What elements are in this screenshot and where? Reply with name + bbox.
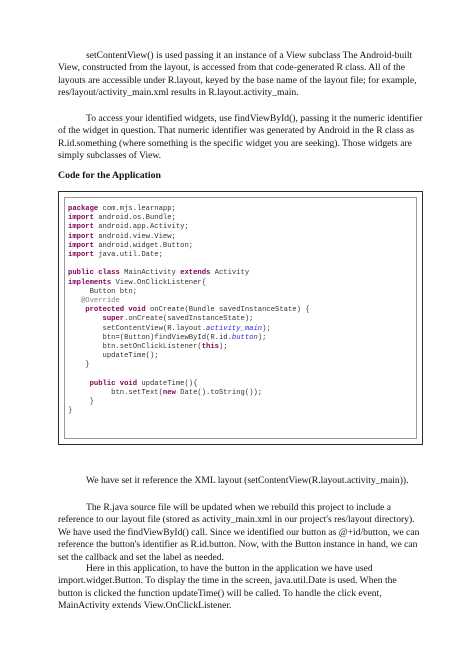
code-text: setContentView(R.layout. <box>102 324 207 333</box>
code-keyword: public void <box>89 379 138 388</box>
code-text: Button btn; <box>68 287 138 296</box>
code-keyword: super <box>102 315 125 324</box>
code-text: android.app.Activity; <box>93 223 189 232</box>
code-keyword: import <box>68 241 94 250</box>
code-keyword: import <box>68 232 94 241</box>
code-keyword: new <box>162 389 176 398</box>
code-text: ); <box>219 343 228 352</box>
code-keyword: import <box>68 223 94 232</box>
code-text: com.mjs.learnapp; <box>98 205 176 213</box>
code-listing <box>68 205 310 417</box>
code-text: View.OnClickListener{ <box>111 278 207 287</box>
code-text: btn.setText( <box>111 389 163 398</box>
code-text: android.os.Bundle; <box>93 214 176 223</box>
section-heading: Code for the Application <box>58 170 161 181</box>
code-text: btn.setOnClickListener( <box>102 343 202 352</box>
code-text: MainActivity <box>119 269 181 278</box>
code-text: updateTime(){ <box>137 379 198 388</box>
code-text: ); <box>257 333 267 342</box>
paragraph-rjava: The R.java source file will be updated when we rebuild this project to include a reference to our layout file (stored as activity_main.xml in our project's res/layout directory). We have used the findViewById() call. Since we identified our button as @+id/button, we can reference the button's identifier as R.id.button. Now, with the Button instance in hand, we can set the callback and set the label as needed. <box>58 502 420 563</box>
code-keyword: this <box>201 343 219 352</box>
code-text: updateTime(); <box>102 352 159 361</box>
code-keyword: public class <box>68 269 120 278</box>
code-keyword: package <box>68 205 99 213</box>
code-text: .onCreate(savedInstanceState); <box>124 315 254 324</box>
code-annotation: @Override <box>80 297 120 306</box>
code-text: ); <box>262 324 271 333</box>
code-keyword: import <box>68 251 94 260</box>
paragraph-button-import: Here in this application, to have the button in the application we have used import.widget.Button. To display the time in the screen, java.util.Date is used. When the button is clicked the function updateTime() will be called. To handle the click event, MainActivity extends View.OnClickListener. <box>58 563 397 612</box>
code-text: } <box>85 361 90 370</box>
code-text: android.view.View; <box>93 232 176 241</box>
code-identifier: activity_main <box>206 324 263 333</box>
code-text: } <box>68 407 73 416</box>
paragraph-findviewbyid: To access your identified widgets, use findViewById(), passing it the numeric identifier of the widget in question. That numeric identifier was generated by Android in the R class as R.id.something (where something is the specific widget you are seeking). Those widgets are simply subclasses of View. <box>58 113 423 162</box>
code-text: Date().toString()); <box>175 389 263 398</box>
code-keyword: extends <box>180 269 211 278</box>
code-text: } <box>89 398 94 407</box>
code-text: Activity <box>210 269 250 278</box>
code-text: btn=(Button)findViewById(R.id. <box>102 333 232 342</box>
code-text: onCreate(Bundle savedInstanceState) { <box>145 306 310 315</box>
code-keyword: import <box>68 214 94 223</box>
code-identifier: button <box>231 333 258 342</box>
code-text: android.widget.Button; <box>93 241 194 250</box>
code-text: java.util.Date; <box>93 251 163 260</box>
paragraph-xml-layout: We have set it reference the XML layout (setContentView(R.layout.activity_main)). <box>86 475 409 486</box>
paragraph-setcontentview: setContentView() is used passing it an instance of a View subclass The Android-built View, constructed from the layout, is accessed from that code-generated R class. All of the layouts are accessible under R.layout, keyed by the base name of the layout file; for example, res/layout/activity_main.xml results in R.layout.activity_main. <box>58 50 417 99</box>
code-keyword: implements <box>68 278 112 287</box>
code-keyword: protected void <box>85 306 146 315</box>
